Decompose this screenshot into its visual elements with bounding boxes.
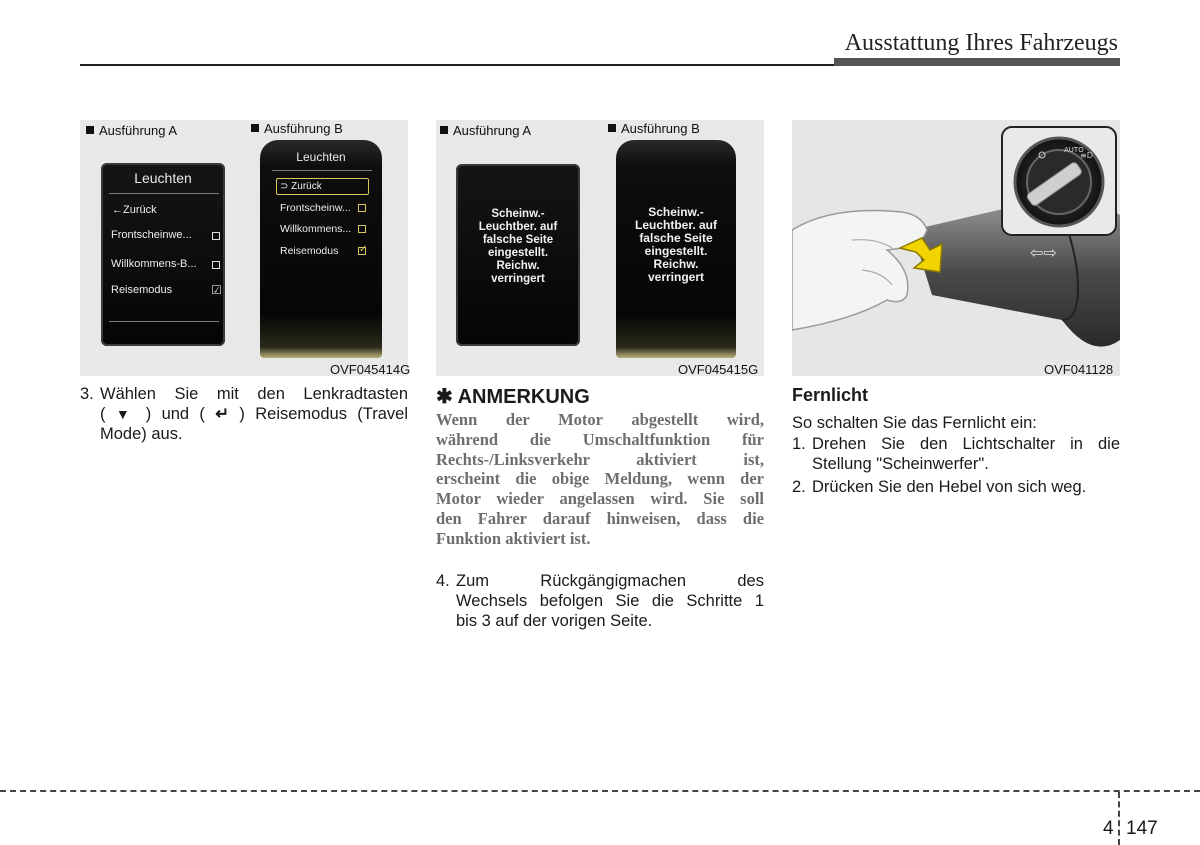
display-screen-a [456, 164, 580, 346]
headlamp-lever-illustration [792, 120, 1120, 376]
hand [792, 210, 927, 330]
step-4-line-1: Zum Rückgängigmachen des [456, 572, 764, 590]
step-3-line-2: ( ▼ ) und ( ↵ ) Reisemodus (Travel [100, 405, 408, 423]
menu-item-welcome: Willkommens-B... [111, 258, 197, 270]
section-heading-high-beam: Fernlicht [792, 385, 869, 405]
menu-item-headlamp: Frontscheinw... [280, 202, 351, 214]
figure-3-code: OVF041128 [1044, 362, 1114, 377]
menu-divider [272, 170, 372, 171]
figure-1-label-b: Ausführung B [251, 121, 343, 136]
menu-item-travel-mode: Reisemodus [111, 284, 173, 296]
header-bar [834, 58, 1120, 66]
menu-divider [109, 321, 219, 322]
direction-arrows-icon: ⇦⇨ [1030, 243, 1057, 262]
step-2-number: 2. [792, 478, 806, 496]
note-heading: ✱ ANMERKUNG [436, 386, 590, 408]
checkbox-icon [212, 232, 220, 240]
menu-item-travel-mode: Reisemodus [280, 245, 339, 257]
figure-1-panel [80, 120, 411, 377]
step-3-line-3: Mode) aus. [100, 425, 183, 443]
checkbox-icon [358, 204, 366, 212]
step-3-line-1: Wählen Sie mit den Lenkradtasten [100, 385, 408, 403]
step-1-number: 1. [792, 435, 806, 453]
display-screen-b [616, 140, 736, 358]
high-beam-intro: So schalten Sie das Fernlicht ein: [792, 414, 1037, 432]
menu-item-back: ←Zurück [112, 204, 157, 216]
warning-message: Scheinw.- Leuchtber. auf falsche Seite eingestellt. Reichw. verringert [478, 208, 558, 285]
menu-item-back: ⊃ Zurück [280, 181, 322, 192]
down-arrow-icon: ▼ [115, 406, 136, 422]
menu-item-welcome: Willkommens... [280, 223, 352, 235]
step-2-line-1: Drücken Sie den Hebel von sich weg. [812, 478, 1087, 496]
step-3-number: 3. [80, 385, 94, 403]
checked-icon: ☑ [211, 283, 222, 297]
figure-1-label-a: Ausführung A [86, 123, 177, 138]
figure-2-label-b: Ausführung B [608, 121, 700, 136]
figure-2-panel [436, 120, 764, 376]
display-screen-a [101, 163, 225, 346]
warning-message: Scheinw.- Leuchtber. auf falsche Seite eingestellt. Reichw. verringert [634, 205, 717, 284]
page-header-title: Ausstattung Ihres Fahrzeugs [844, 30, 1118, 56]
figure-1-code: OVF045414G [330, 362, 411, 377]
menu-divider [109, 193, 219, 194]
header-rule [80, 64, 836, 66]
auto-label: AUTO [1064, 146, 1084, 154]
chapter-number: 4 [1103, 818, 1114, 839]
checkbox-icon [212, 261, 220, 269]
asterisk-icon: ✱ [436, 386, 453, 408]
checked-icon: ✓ [359, 244, 368, 255]
menu-title: Leuchten [296, 150, 346, 164]
step-1-line-1: Drehen Sie den Lichtschalter in die [812, 435, 1120, 453]
figure-2-label-a: Ausführung A [440, 123, 531, 138]
display-screen-b [260, 140, 382, 358]
step-1-line-2: Stellung "Scheinwerfer". [812, 455, 989, 473]
figure-2-code: OVF045415G [678, 362, 759, 377]
step-4-number: 4. [436, 572, 450, 590]
headlamp-symbol-icon: ≡D [1080, 151, 1093, 160]
figure-3-panel [792, 120, 1120, 376]
footer-divider [1118, 792, 1120, 845]
footer-rule [0, 790, 1200, 792]
menu-title: Leuchten [134, 170, 192, 186]
step-4-line-3: bis 3 auf der vorigen Seite. [456, 612, 653, 630]
page-number: 147 [1126, 818, 1158, 839]
checkbox-icon [358, 225, 366, 233]
step-4-line-2: Wechsels befolgen Sie die Schritte 1 [456, 592, 764, 610]
enter-icon: ↵ [215, 405, 230, 423]
menu-item-headlamp: Frontscheinwe... [111, 229, 192, 241]
note-body: Wenn der Motor abgestellt wird, während die Umschaltfunktion für Rechts-/Linksverkehr aktiviert ist, erscheint die obige Meldung, wenn der Motor wieder angelassen wird. Sie soll den Fahrer darauf hinweisen, dass die Funktion aktiviert ist. [436, 410, 764, 548]
